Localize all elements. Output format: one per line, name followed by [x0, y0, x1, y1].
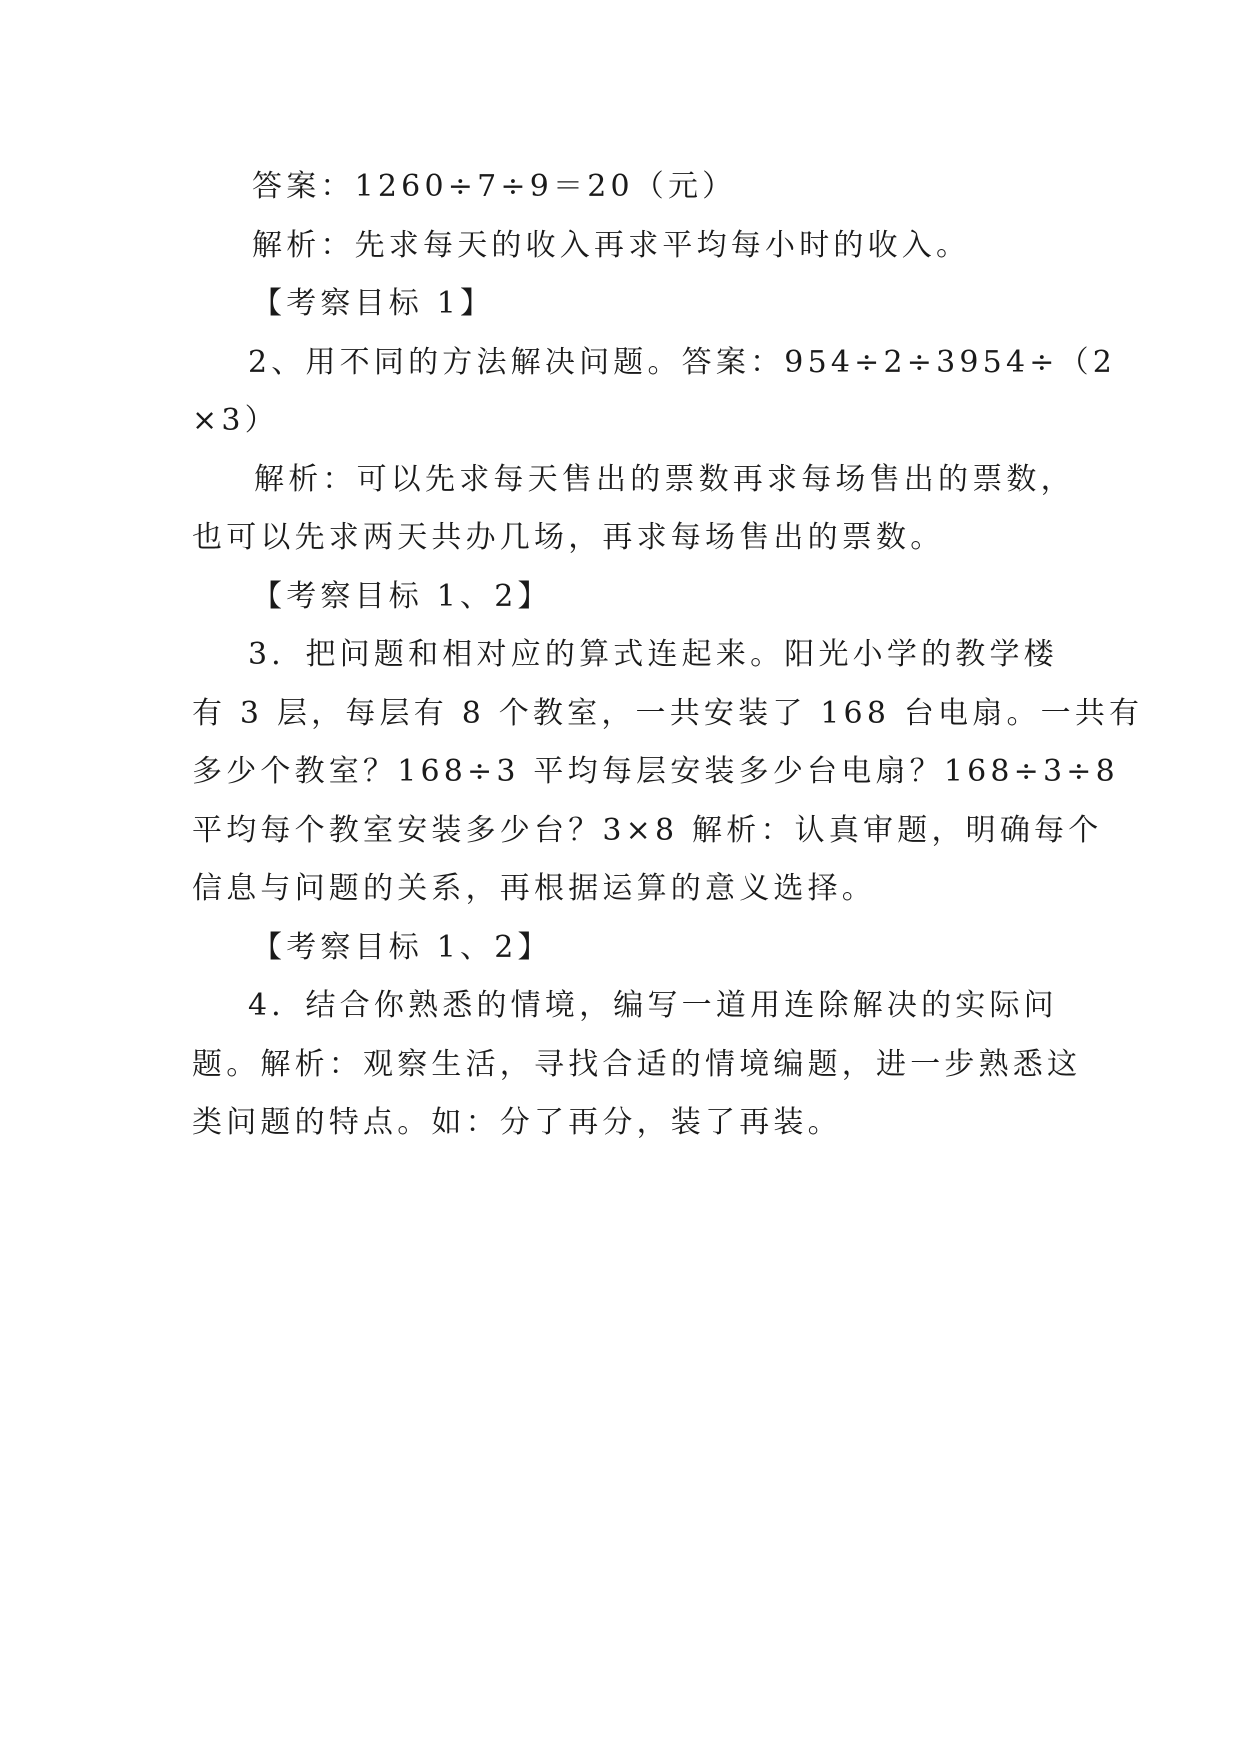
objective-label-2: 【考察目标 1、2】: [252, 578, 552, 614]
answer-line-1: 答案：1260÷7÷9＝20（元）: [252, 169, 737, 204]
question-4-line-3: 类问题的特点。如：分了再分，装了再装。: [192, 1105, 842, 1140]
question-4-line-1: 4．结合你熟悉的情境，编写一道用连除解决的实际问: [248, 988, 1058, 1023]
question-2-line: 2、用不同的方法解决问题。答案：954÷2÷3954÷（2: [248, 344, 1117, 380]
question-3-line-1: 3．把问题和相对应的算式连起来。阳光小学的教学楼: [248, 637, 1058, 672]
objective-label-3: 【考察目标 1、2】: [252, 929, 552, 965]
document-body: [192, 158, 1144, 1153]
question-3-line-2: 有 3 层，每层有 8 个教室，一共安装了 168 台电扇。一共有: [192, 695, 1144, 731]
explanation-line-1: 解析：先求每天的收入再求平均每小时的收入。: [252, 227, 971, 263]
question-3-line-4: 平均每个教室安装多少台？3×8 解析：认真审题，明确每个: [192, 812, 1103, 848]
question-4-line-2: 题。解析：观察生活，寻找合适的情境编题，进一步熟悉这: [192, 1046, 1082, 1082]
question-2-continuation: ×3）: [192, 403, 279, 438]
question-3-line-3: 多少个教室？168÷3 平均每层安装多少台电扇？168÷3÷8: [192, 754, 1119, 789]
question-3-line-5: 信息与问题的关系，再根据运算的意义选择。: [192, 871, 876, 906]
objective-label-1: 【考察目标 1】: [252, 286, 495, 321]
explanation-2-line-2: 也可以先求两天共办几场，再求每场售出的票数。: [192, 520, 945, 555]
explanation-2-line-1: 解析：可以先求每天售出的票数再求每场售出的票数，: [254, 461, 1075, 497]
